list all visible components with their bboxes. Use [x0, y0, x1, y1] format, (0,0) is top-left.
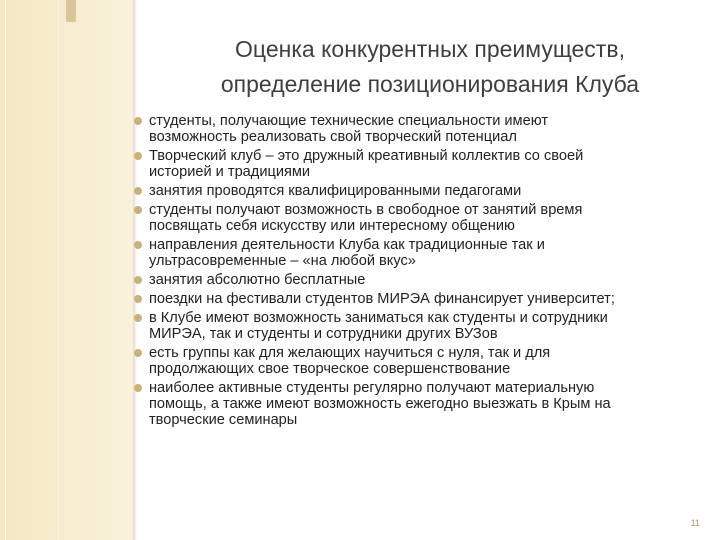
page-number: 11	[690, 518, 700, 528]
bullet-dot-icon	[134, 241, 142, 249]
slide-title-line-1: Оценка конкурентных преимуществ,	[235, 36, 625, 62]
panel-stripe	[58, 0, 59, 540]
bullet-item	[132, 183, 702, 199]
bullet-text: студенты, получающие технические специальности имеют возможность реализовать свой творческий потенциал	[149, 113, 549, 145]
bullet-item	[132, 113, 702, 145]
bullet-dot-icon	[134, 349, 142, 357]
bullet-dot-icon	[134, 152, 142, 160]
bullet-text: занятия проводятся квалифицированными педагогами	[149, 183, 522, 199]
bullet-item	[132, 291, 702, 307]
panel-tab	[66, 0, 76, 22]
bullet-item	[132, 272, 702, 288]
bullet-item	[132, 148, 702, 180]
slide-title	[150, 32, 710, 102]
bullet-dot-icon	[134, 384, 142, 392]
panel-stripe	[5, 0, 6, 540]
bullet-dot-icon	[134, 314, 142, 322]
bullet-item	[132, 345, 702, 377]
bullet-text: Творческий клуб – это дружный креативный коллектив со своей историей и традициями	[149, 148, 584, 180]
bullet-item	[132, 202, 702, 234]
bullet-dot-icon	[134, 117, 142, 125]
bullet-text: есть группы как для желающих научиться с нуля, так и для продолжающих свое творческое совершенствование	[149, 345, 551, 377]
bullet-text: поездки на фестивали студентов МИРЭА финансирует университет;	[149, 291, 615, 307]
bullet-item	[132, 380, 702, 428]
bullet-text: наиболее активные студенты регулярно получают материальную помощь, а также имеют возможность ежегодно выезжать в Крым на творческие семинары	[149, 380, 611, 428]
bullet-list	[132, 113, 702, 431]
decorative-side-panel	[0, 0, 133, 540]
bullet-text: в Клубе имеют возможность заниматься как студенты и сотрудники МИРЭА, так и студенты и сотрудники других ВУЗов	[149, 310, 608, 342]
bullet-item	[132, 237, 702, 269]
bullet-dot-icon	[134, 276, 142, 284]
slide-title-line-2: определение позиционирования Клуба	[220, 71, 640, 97]
bullet-item	[132, 310, 702, 342]
bullet-text: направления деятельности Клуба как традиционные так и ультрасовременные – «на любой вкус»	[149, 237, 545, 269]
bullet-dot-icon	[134, 295, 142, 303]
bullet-dot-icon	[134, 206, 142, 214]
bullet-text: занятия абсолютно бесплатные	[149, 272, 366, 288]
bullet-text: студенты получают возможность в свободное от занятий время посвящать себя искусству или интересному общению	[149, 202, 583, 234]
bullet-dot-icon	[134, 187, 142, 195]
